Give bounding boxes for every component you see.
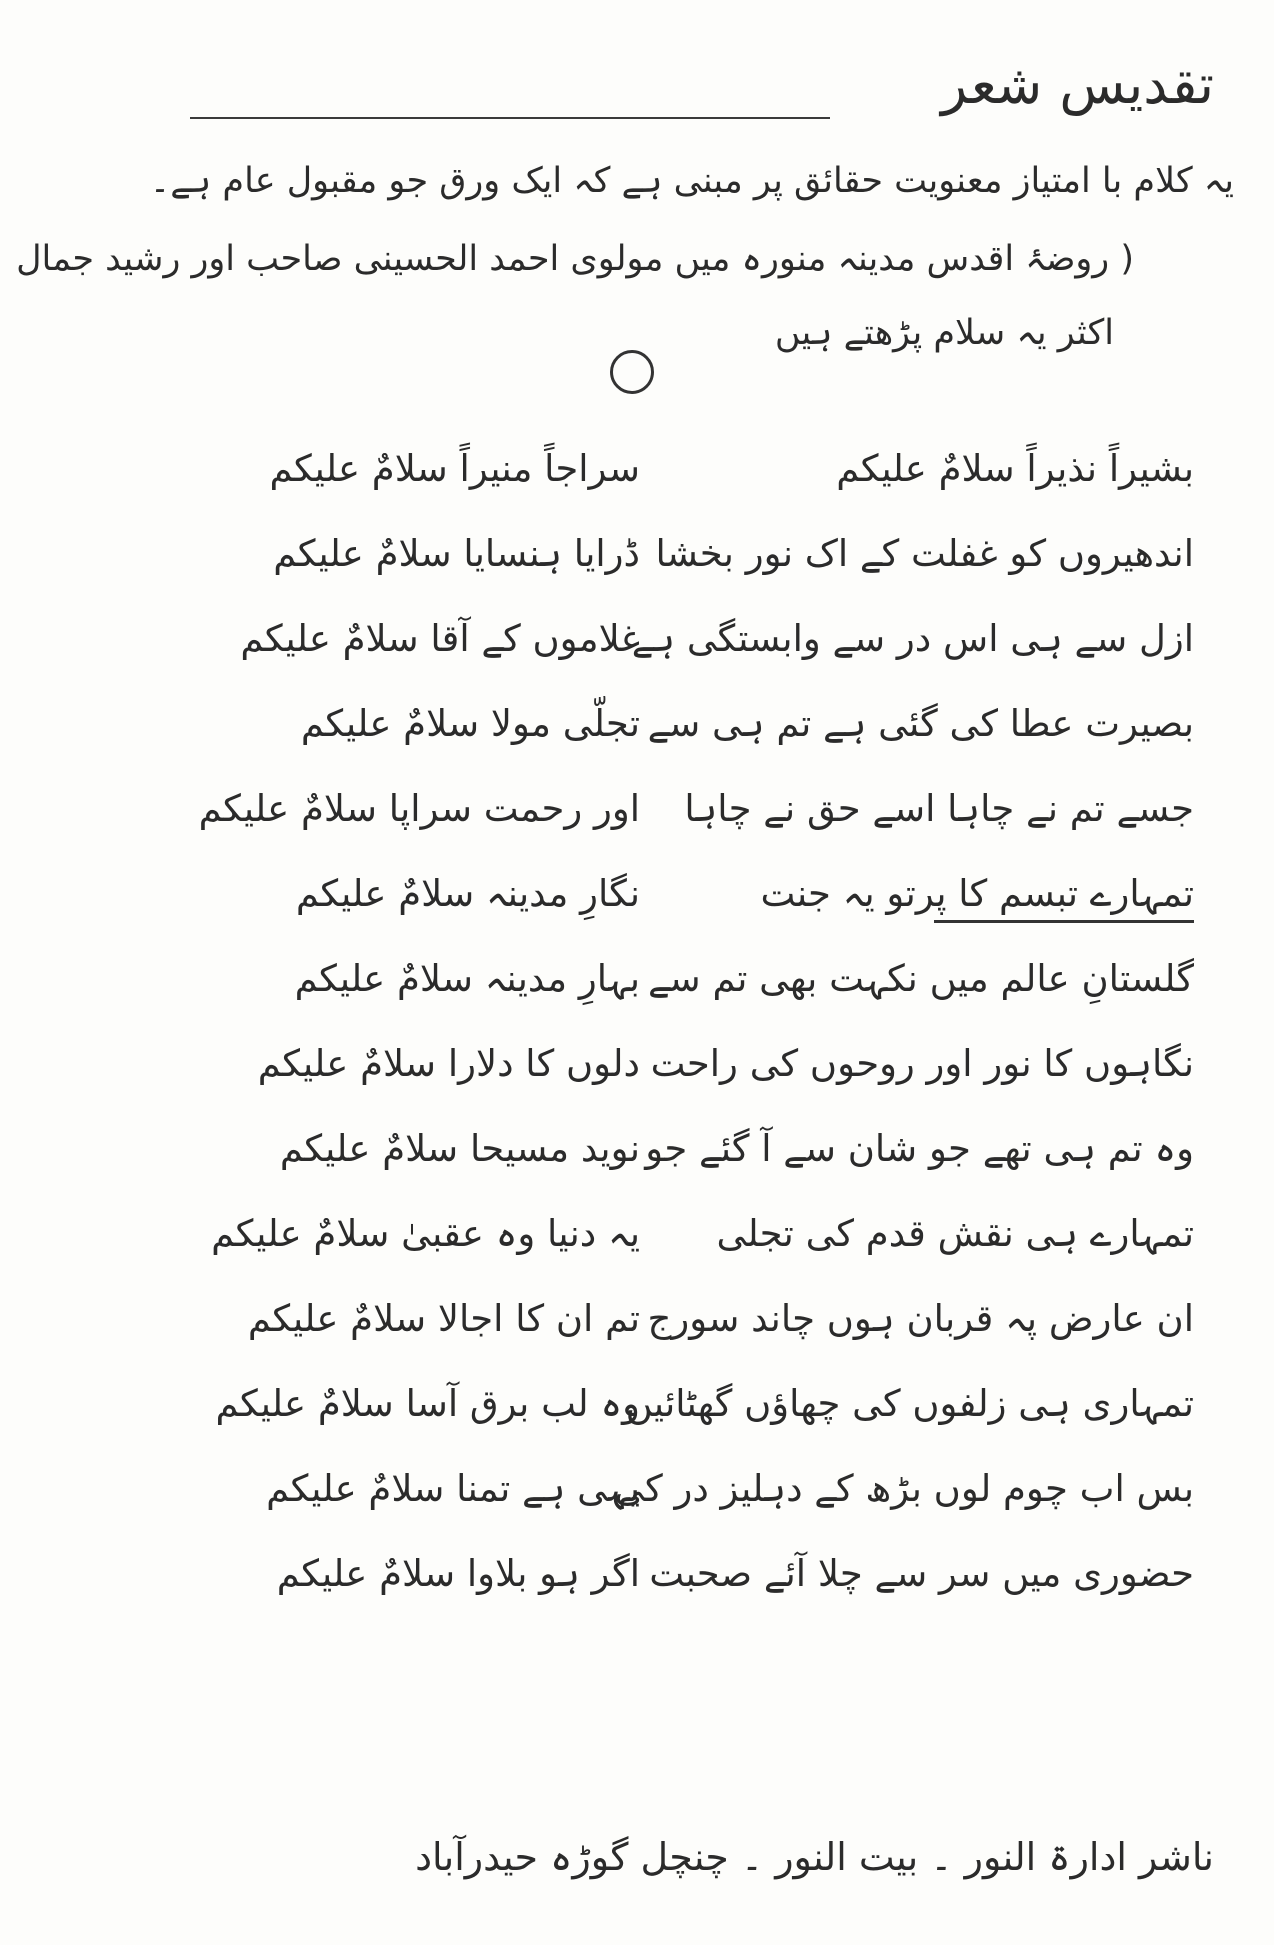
verse-second-half: بہارِ مدینہ سلامٌ علیکم: [294, 957, 640, 1000]
verse-row: [0, 685, 1274, 763]
verse-second-half: اور رحمت سراپا سلامٌ علیکم: [198, 787, 640, 830]
verse-row: [0, 1365, 1274, 1443]
verse-row: [0, 600, 1274, 678]
verse-second-half: نوید مسیحا سلامٌ علیکم: [279, 1127, 640, 1170]
intro-line-3: اکثر یہ سلام پڑھتے ہیں: [774, 313, 1114, 353]
title-underline: [190, 117, 830, 119]
verse-second-half: اگر ہو بلاوا سلامٌ علیکم: [276, 1552, 640, 1595]
verse-second-half: یہی ہے تمنا سلامٌ علیکم: [266, 1467, 640, 1510]
verse-first-half: اندھیروں کو غفلت کے اک نور بخشا: [655, 532, 1194, 575]
verse-second-half: سراجاً منیراً سلامٌ علیکم: [269, 447, 640, 490]
verse-first-half: بصیرت عطا کی گئی ہے تم ہی سے: [647, 702, 1194, 745]
verse-second-half: یہ دنیا وہ عقبیٰ سلامٌ علیکم: [211, 1212, 640, 1255]
verse-second-half: ڈرایا ہنسایا سلامٌ علیکم: [273, 532, 640, 575]
verse-first-half: بشیراً نذیراً سلامٌ علیکم: [836, 447, 1194, 490]
verse-row: [0, 1195, 1274, 1273]
verse-first-half: نگاہوں کا نور اور روحوں کی راحت: [650, 1042, 1194, 1085]
verse-second-half: نگارِ مدینہ سلامٌ علیکم: [295, 872, 640, 915]
circle-ornament-icon: [610, 350, 654, 394]
verse-row: [0, 1110, 1274, 1188]
publisher-footer: ناشر ادارۃ النور ۔ بیت النور ۔ چنچل گوڑہ حیدرآباد: [415, 1835, 1214, 1879]
verse-first-half: تمہاری ہی زلفوں کی چھاؤں گھٹائیں: [625, 1382, 1194, 1425]
verse-row: [0, 430, 1274, 508]
verse-row: [0, 770, 1274, 848]
verse-second-half: غلاموں کے آقا سلامٌ علیکم: [240, 617, 640, 660]
verse-row: [0, 940, 1274, 1018]
intro-line-1: یہ کلام با امتیاز معنویت حقائق پر مبنی ہے کہ ایک ورق جو مقبول عام ہے۔: [149, 161, 1234, 201]
verse-first-half: بس اب چوم لوں بڑھ کے دہلیز در کی: [614, 1467, 1194, 1510]
verse-first-half: جسے تم نے چاہا اسے حق نے چاہا: [684, 787, 1194, 830]
verse-row: [0, 1450, 1274, 1528]
verse-second-half: تجلّی مولا سلامٌ علیکم: [300, 702, 640, 745]
verse-row: [0, 1025, 1274, 1103]
verse-second-half: تم ان کا اجالا سلامٌ علیکم: [247, 1297, 640, 1340]
verse-first-half: ازل سے ہی اس در سے وابستگی ہے: [631, 617, 1194, 660]
verse-second-half: وہ لب برق آسا سلامٌ علیکم: [215, 1382, 640, 1425]
verse-first-half: وہ تم ہی تھے جو شان سے آ گئے جو: [645, 1127, 1194, 1170]
verse-underline-mark: [934, 920, 1194, 923]
intro-line-2: ( روضۂ اقدس مدینہ منورہ میں مولوی احمد الحسینی صاحب اور رشید جمال: [16, 239, 1134, 279]
verse-first-half: حضوری میں سر سے چلا آئے صحبت: [649, 1552, 1194, 1595]
verse-first-half: گلستانِ عالم میں نکہت بھی تم سے: [648, 957, 1194, 1000]
verse-row: [0, 1535, 1274, 1613]
page-title: تقدیس شعر: [941, 53, 1214, 116]
verse-first-half: تمہارے ہی نقش قدم کی تجلی: [716, 1212, 1194, 1255]
verse-row: [0, 515, 1274, 593]
verse-first-half: تمہارے تبسم کا پرتو یہ جنت: [760, 872, 1194, 915]
verse-first-half: ان عارض پہ قربان ہوں چاند سورج: [647, 1297, 1194, 1340]
verse-second-half: دلوں کا دلارا سلامٌ علیکم: [257, 1042, 640, 1085]
verse-row: [0, 1280, 1274, 1358]
